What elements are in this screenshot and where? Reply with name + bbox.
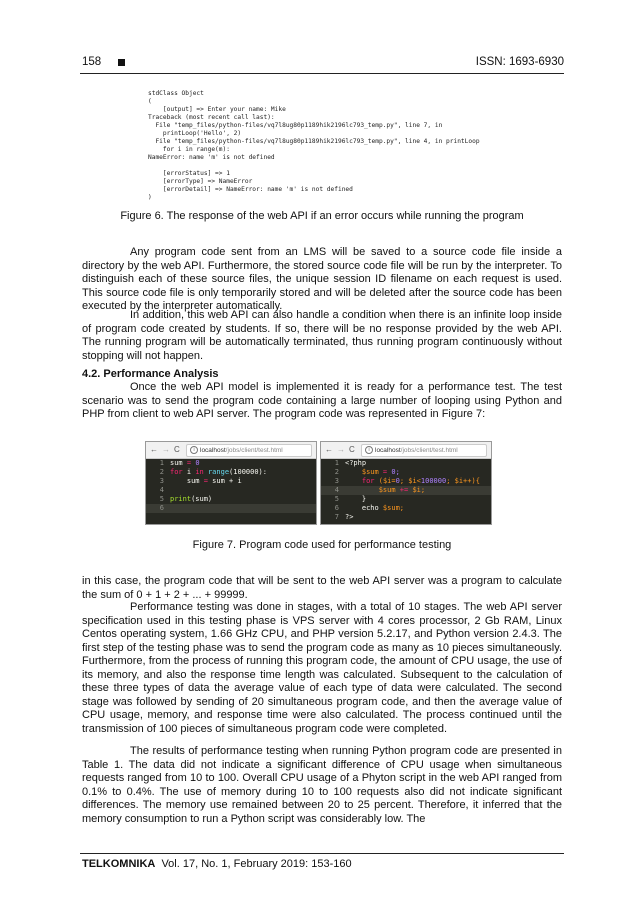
journal-citation: Vol. 17, No. 1, February 2019: 153-160 [161, 858, 352, 870]
code-line [146, 495, 316, 504]
line-number: 2 [334, 468, 339, 476]
code-token: ?> [345, 513, 354, 521]
back-arrow-icon[interactable]: ← [150, 445, 158, 454]
figure6-code-output: stdClass Object ( [output] => Enter your name: Mike Traceback (most recent call last): File "temp_files/python-files/vq7l8ug80p1189hik2196lc793_temp.py", line 7, in printLoop('Hello', 2) File "temp_files/python-files/vq7l8ug80p1189hik2196lc793_temp.py", line 4, in printLoop for i in range(m): NameError: name 'm' is not defined [errorStatus] => 1 [errorType] => NameError [errorDetail] => NameError: name 'm' is not defined ) [148, 90, 480, 201]
code-token: 0 [395, 477, 400, 485]
forward-arrow-icon[interactable]: → [337, 445, 345, 454]
reload-icon[interactable]: C [349, 445, 355, 454]
line-number: 4 [159, 486, 164, 494]
paragraph-2: In addition, this web API can also handle a condition when there is an infinite loop inside of program code created by students. If so, there will be no response provided by the web API. The running program will be automatically terminated, thus running program continuously without stopping will not happen. [82, 309, 562, 362]
php-editor-screenshot [320, 441, 492, 525]
code-token: for [345, 477, 375, 485]
journal-name: TELKOMNIKA [82, 858, 156, 870]
code-token: print [170, 495, 192, 503]
code-line [321, 504, 491, 513]
issn-label: ISSN: 1693-6930 [475, 56, 564, 68]
url-bar[interactable] [361, 444, 487, 457]
code-token: 0; [391, 468, 400, 476]
code-line [321, 477, 491, 486]
code-token: for [170, 468, 183, 476]
url-path: /jobs/client/test.html [225, 447, 283, 454]
forward-arrow-icon[interactable]: → [162, 445, 170, 454]
code-token: <?php [345, 459, 367, 467]
square-bullet-icon [118, 59, 125, 66]
code-token: sum [170, 459, 183, 467]
line-number: 6 [334, 504, 339, 512]
url-host: localhost [200, 447, 226, 454]
code-token: = [199, 477, 213, 485]
code-token: sum [170, 477, 200, 485]
line-number: 7 [334, 513, 339, 521]
url-path: /jobs/client/test.html [400, 447, 458, 454]
code-token: echo [345, 504, 379, 512]
figure7-caption: Figure 7. Program code used for performance testing [192, 539, 452, 551]
code-token: = [378, 468, 392, 476]
page-number: 158 [82, 56, 102, 68]
code-token: $sum [345, 486, 396, 494]
line-number: 3 [334, 477, 339, 485]
code-line [146, 504, 316, 513]
line-number: 1 [159, 459, 164, 467]
code-token: + i [224, 477, 242, 485]
browser-toolbar [146, 442, 316, 459]
info-icon: i [365, 446, 373, 454]
code-editor[interactable] [321, 459, 491, 524]
info-icon: i [190, 446, 198, 454]
line-number: 1 [334, 459, 339, 467]
line-number: 6 [159, 504, 164, 512]
code-token: 100000 [420, 477, 447, 485]
code-token: 0 [195, 459, 200, 467]
code-line [146, 459, 316, 468]
line-number: 4 [334, 486, 339, 494]
code-token: (100000): [229, 468, 267, 476]
code-token: ($i= [374, 477, 396, 485]
code-line [321, 468, 491, 477]
line-number: 3 [159, 477, 164, 485]
code-token: range [203, 468, 230, 476]
section-heading: 4.2. Performance Analysis [82, 368, 219, 380]
code-editor[interactable] [146, 459, 316, 524]
line-number: 5 [159, 495, 164, 503]
code-line [146, 477, 316, 486]
line-number: 2 [159, 468, 164, 476]
footer-rule [80, 853, 564, 854]
paragraph-3: Once the web API model is implemented it is ready for a performance test. The test scenario was to send the program code containing a large number of looping using Python and PHP from client to web API server. The program code was represented in Figure 7: [82, 381, 562, 420]
code-token: (sum) [191, 495, 213, 503]
paragraph-1: Any program code sent from an LMS will be saved to a source code file inside a directory by the web API. Furthermore, the stored source code file will be run by the interpreter. To distinguish each of these source files, the unique session ID filename on each request is used. This source code file is only temporarily stored and will be deleted after the source code has been executed by the interpreter automatically. [82, 246, 562, 312]
code-token: $i; [412, 486, 426, 494]
code-token: i [182, 468, 196, 476]
code-token: $sum; [378, 504, 405, 512]
code-token: in [195, 468, 204, 476]
code-token: } [345, 495, 367, 503]
paragraph-6: The results of performance testing when running Python program code are presented in Table 1. The data did not indicate a significant difference of CPU usage when simultaneous requests ranged from 10 to 100. Overall CPU usage of a Phyton script in the web API ranged from 0.1% to 0.4%. The use of memory during 10 to 100 requests also did not indicate significant differences. The memory use remained between 20 to 25 percent. Therefore, it inferred that the memory consumption to run a Python script was considerably low. The [82, 745, 562, 825]
header-rule [80, 73, 564, 74]
code-token: ; $i< [399, 477, 421, 485]
back-arrow-icon[interactable]: ← [325, 445, 333, 454]
code-line [321, 495, 491, 504]
code-token: += [395, 486, 413, 494]
code-token: $sum [345, 468, 379, 476]
browser-toolbar [321, 442, 491, 459]
code-line [321, 513, 491, 522]
code-token: ; $i++){ [446, 477, 480, 485]
code-token: sum [212, 477, 225, 485]
reload-icon[interactable]: C [174, 445, 180, 454]
figure6-caption: Figure 6. The response of the web API if an error occurs while running the program [120, 210, 524, 222]
code-line [321, 486, 491, 495]
code-line [321, 459, 491, 468]
paragraph-4: in this case, the program code that will be sent to the web API server was a program to calculate the sum of 0 + 1 + 2 + ... + 99999. [82, 575, 562, 601]
url-host: localhost [375, 447, 401, 454]
page-footer [82, 858, 352, 870]
code-line [146, 486, 316, 495]
paragraph-5: Performance testing was done in stages, with a total of 10 stages. The web API server specification used in this testing phase is VPS server with 4 cores processor, 2 Gb RAM, Linux Centos operating system, 1.66 GHz CPU, and PHP version 5.2.17, and Python version 2.4.3. The first step of the testing phase was to send the program code as many as 10 pieces simultaneously. Furthermore, from the process of running this program code, the amount of CPU usage, the use of its memory, and also the response time length was calculated. Subsequent to the calculation of these three types of data the average value of each type of data were calculated. The second stage was followed by sending of 20 simultaneous program code, and then the average value of CPU usage, memory, and response time were also calculated. The process continued until the transmission of 100 pieces of simultaneous program code were completed. [82, 601, 562, 735]
code-line [146, 468, 316, 477]
page-header [82, 56, 564, 72]
python-editor-screenshot [145, 441, 317, 525]
url-bar[interactable] [186, 444, 312, 457]
line-number: 5 [334, 495, 339, 503]
code-token: = [182, 459, 196, 467]
